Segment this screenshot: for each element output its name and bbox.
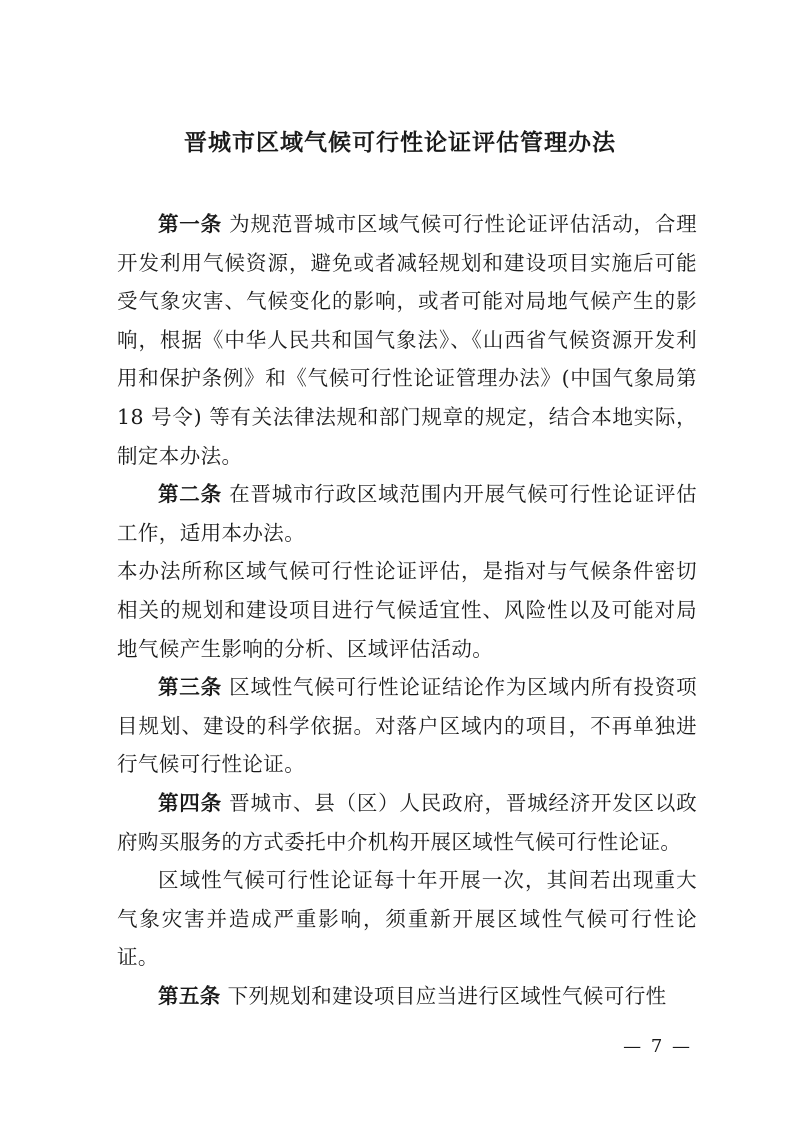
article-heading: 第五条 (158, 983, 221, 1008)
paragraph-article-2 (117, 475, 697, 552)
paragraph-article-2-definition (117, 552, 697, 668)
paragraph-text: 为规范晋城市区域气候可行性论证评估活动，合理开发利用气候资源，避免或者减轻规划和建设项目实施后可能受气象灾害、气候变化的影响，或者可能对局地气候产生的影响，根据《中华人民共和国气象法》、《山西省气候资源开发利用和保护条例》和《气候可行性论证管理办法》(中国气象局第 18 号令) 等有关法律法规和部门规章的规定，结合本地实际，制定本办法。 (117, 212, 698, 468)
paragraph-article-3 (117, 668, 697, 784)
article-heading: 第四条 (158, 790, 222, 815)
paragraph-text: 本办法所称区域气候可行性论证评估，是指对与气候条件密切相关的规划和建设项目进行气候适宜性、风险性以及可能对局地气候产生影响的分析、区域评估活动。 (117, 559, 697, 661)
paragraph-text: 区域性气候可行性论证结论作为区域内所有投资项目规划、建设的科学依据。对落户区域内的项目，不再单独进行气候可行性论证。 (117, 675, 698, 777)
paragraph-text: 在晋城市行政区域范围内开展气候可行性论证评估工作，适用本办法。 (117, 482, 698, 545)
page-number: — 7 — (623, 1036, 692, 1057)
paragraph-article-4-cycle (117, 861, 697, 977)
document-title: 晋城市区域气候可行性论证评估管理办法 (184, 130, 616, 156)
paragraph-text: 下列规划和建设项目应当进行区域性气候可行性 (227, 983, 667, 1008)
document-body (117, 205, 697, 1015)
paragraph-article-1 (117, 205, 697, 475)
article-heading: 第三条 (158, 675, 222, 700)
paragraph-article-4 (117, 784, 697, 861)
paragraph-text: 晋城市、县（区）人民政府，晋城经济开发区以政府购买服务的方式委托中介机构开展区域性气候可行性论证。 (117, 790, 698, 854)
paragraph-article-5 (117, 977, 697, 1016)
article-heading: 第二条 (158, 482, 222, 507)
article-heading: 第一条 (158, 212, 222, 236)
paragraph-text: 区域性气候可行性论证每十年开展一次，其间若出现重大气象灾害并造成严重影响，须重新开展区域性气候可行性论证。 (117, 868, 697, 970)
